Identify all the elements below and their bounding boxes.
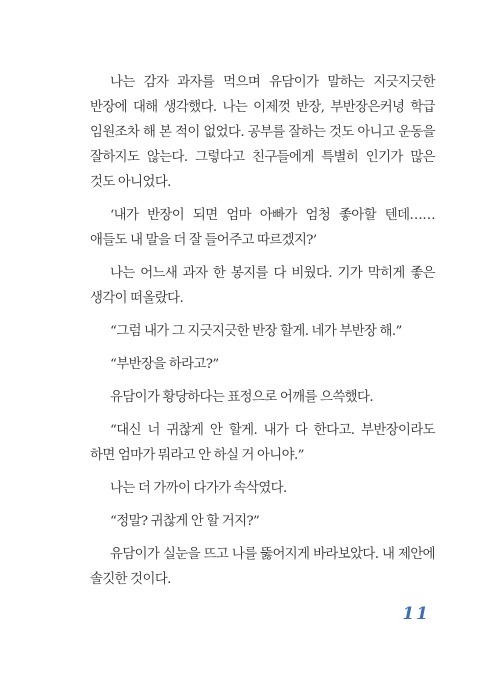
paragraph: “대신 너 귀찮게 안 할게. 내가 다 한다고. 부반장이라도 하면 엄마가 뭐라고 안 하실 거 아니야.”	[90, 423, 435, 463]
paragraph: 나는 감자 과자를 먹으며 유담이가 말하는 지긋지긋한 반장에 대해 생각했다. 나는 이제껏 반장, 부반장은커녕 학급 임원조차 해 본 적이 없었다. 공부를 잘하는 것도 아니고 운동을 잘하지도 않는다. 그렇다고 친구들에게 특별히 인기가 많은 것도 아니었다.	[90, 75, 435, 190]
paragraph: ‘내가 반장이 되면 엄마 아빠가 엄청 좋아할 텐데…… 애들도 내 말을 더 잘 들어주고 따르겠지?’	[90, 208, 435, 248]
paragraph: 나는 어느새 과자 한 봉지를 다 비웠다. 기가 막히게 좋은 생각이 떠올랐다.	[90, 266, 435, 306]
paragraph: 유담이가 황당하다는 표정으로 어깨를 으쓱했다.	[110, 390, 373, 405]
page-number: 11	[402, 604, 430, 624]
paragraph: “그럼 내가 그 지긋지긋한 반장 할게. 네가 부반장 해.”	[110, 324, 402, 339]
body-text	[90, 70, 435, 600]
paragraph: 나는 더 가까이 다가가 속삭였다.	[110, 481, 287, 496]
paragraph: “정말? 귀찮게 안 할 거지?”	[110, 514, 260, 529]
paragraph: “부반장을 하라고?”	[110, 357, 219, 372]
paragraph: 유담이가 실눈을 뜨고 나를 뚫어지게 바라보았다. 내 제안에 솔깃한 것이다.	[90, 547, 435, 587]
